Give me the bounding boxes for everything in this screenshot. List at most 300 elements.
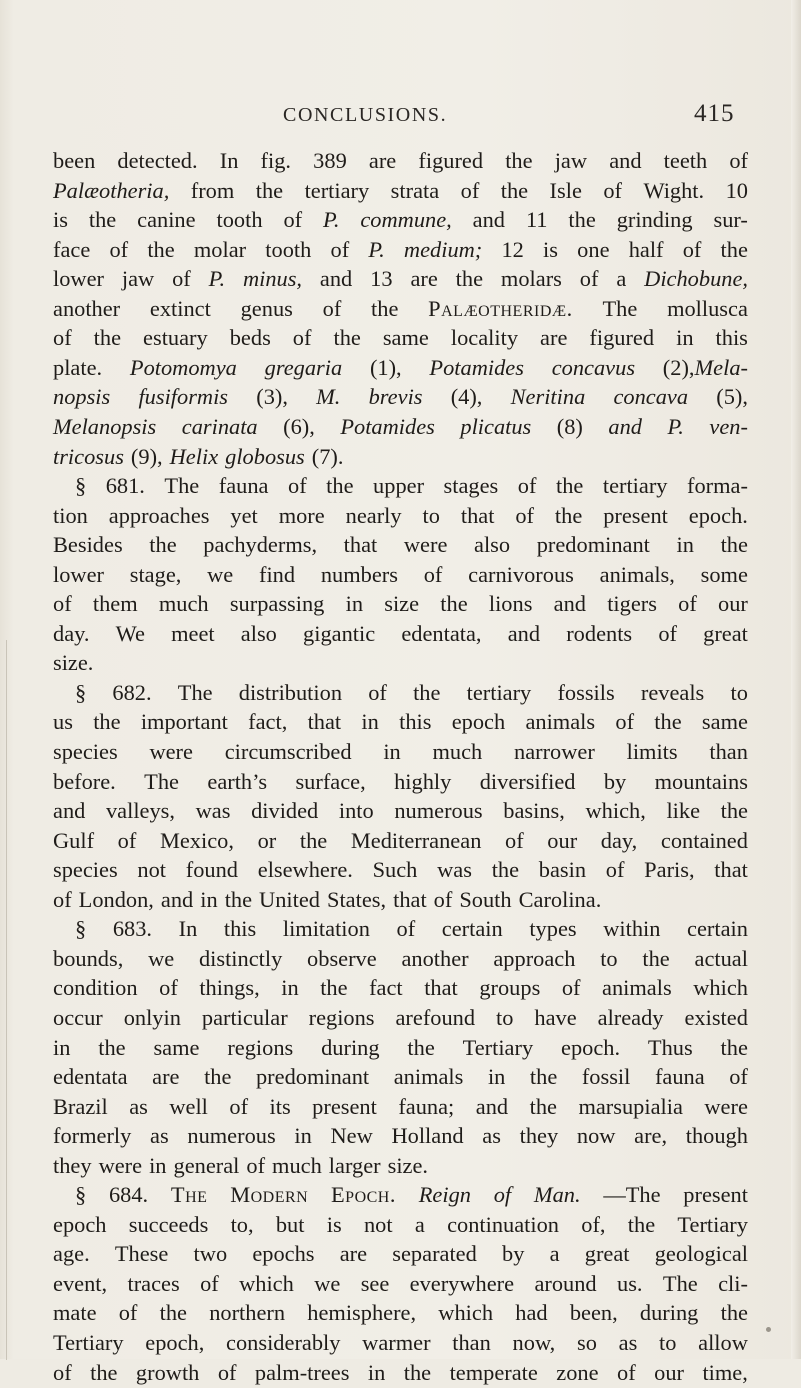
word: existed (684, 1004, 748, 1030)
word: were (704, 1093, 748, 1119)
text-line (53, 1328, 748, 1358)
word: Gulf (53, 827, 95, 853)
word (616, 264, 626, 294)
word: as (129, 1093, 148, 1119)
text-run: face (53, 236, 91, 262)
word: the (440, 591, 468, 617)
word: condition (53, 975, 138, 1001)
word (182, 412, 258, 442)
word: § (75, 916, 87, 942)
ink-speck (766, 1327, 771, 1332)
word: limitation (282, 916, 370, 942)
text-line (53, 648, 748, 678)
italic-text: carinata (181, 413, 258, 439)
word: same (382, 325, 429, 351)
word: arefound (395, 1004, 476, 1030)
word: present (312, 1093, 377, 1119)
word (170, 442, 219, 472)
page-edge-shadow (791, 0, 801, 1359)
word: of (729, 148, 748, 173)
text-run: of (682, 236, 702, 262)
word: epoch, (145, 1330, 205, 1355)
text-run: —The (603, 1182, 661, 1208)
italic-text: brevis (368, 384, 423, 410)
word (53, 264, 104, 294)
word: time, (702, 1359, 748, 1385)
italic-text: plicatus (460, 413, 532, 439)
word: during (321, 1034, 380, 1060)
word: size (384, 591, 420, 617)
word (243, 264, 302, 294)
word: age. (53, 1241, 90, 1267)
word (602, 294, 637, 324)
word: Holland (391, 1123, 464, 1149)
text-line (53, 442, 748, 472)
text-line (53, 205, 748, 235)
word (53, 382, 110, 412)
word (225, 442, 305, 472)
text-line (53, 560, 748, 590)
word: upper (373, 473, 425, 499)
word: fossil (581, 1064, 631, 1090)
word: Carolina. (518, 886, 602, 912)
word: a (414, 1211, 425, 1237)
text-line (75, 471, 748, 501)
word: the (720, 1300, 748, 1326)
text-line (53, 1151, 748, 1181)
word: epoch (53, 1211, 107, 1237)
word (683, 235, 702, 265)
word: mountains (654, 768, 748, 794)
italic-text: nopsis (53, 384, 111, 410)
text-run: (9), (130, 443, 163, 469)
word (191, 176, 235, 206)
word: we (207, 561, 234, 587)
word: The (144, 768, 179, 794)
word: circumscribed (224, 739, 352, 764)
word: fauna; (398, 1093, 455, 1119)
word: bounds, (53, 945, 124, 971)
word: animals (525, 709, 596, 735)
italic-text: Potamides (340, 413, 435, 439)
word: which (693, 975, 748, 1001)
text-run: the (720, 236, 748, 262)
word (526, 205, 548, 235)
word: are (152, 1064, 180, 1090)
word (75, 1180, 86, 1210)
word: of (517, 473, 537, 499)
word (473, 205, 505, 235)
word: into (338, 798, 374, 824)
word: present (603, 502, 668, 528)
text-line (53, 412, 748, 442)
word: earth’s (207, 768, 268, 794)
word (494, 1180, 511, 1210)
word: of (229, 1093, 249, 1119)
word: fact, (248, 709, 288, 735)
text-line (53, 1121, 748, 1151)
word: fauna (218, 473, 269, 499)
word: they (53, 1152, 92, 1178)
text-run: and (319, 266, 353, 292)
word (391, 176, 440, 206)
text-line (53, 796, 748, 826)
word: and (507, 620, 541, 646)
word (256, 382, 288, 412)
word (460, 412, 531, 442)
word: the (320, 975, 348, 1001)
word: onlyin (123, 1004, 181, 1030)
word: of (118, 1300, 138, 1326)
word: tertiary (466, 679, 532, 705)
word: occur (53, 1004, 103, 1030)
word: epoch (451, 709, 506, 735)
word (667, 294, 748, 324)
word: everywhere (409, 1270, 515, 1296)
word: edentata, (401, 620, 482, 646)
word: species (53, 857, 118, 883)
word: in (676, 325, 694, 351)
italic-text: Neritina (510, 384, 586, 410)
word: of (368, 679, 387, 705)
word: figured (418, 148, 484, 173)
word: so (576, 1330, 597, 1355)
word: tigers (607, 591, 657, 617)
text-line (53, 382, 748, 412)
word (577, 235, 609, 265)
word: Such (372, 857, 418, 883)
word: in (200, 886, 218, 912)
text-run: of (603, 177, 622, 203)
word (312, 442, 344, 472)
word: were (98, 1152, 143, 1178)
word (89, 205, 116, 235)
word: the (720, 798, 748, 824)
word: The (164, 473, 200, 499)
word: which (438, 1300, 494, 1326)
text-run: 12 (501, 236, 524, 262)
word (714, 205, 748, 235)
word: to, (230, 1211, 254, 1237)
text-line (53, 353, 748, 383)
small-caps-text: Palæotheridæ. (428, 295, 573, 321)
word: detected. (117, 148, 198, 173)
word: they (519, 1123, 559, 1149)
word: teeth (663, 148, 708, 173)
word: animals (393, 1064, 464, 1090)
word: approach (493, 945, 576, 971)
word (283, 412, 315, 442)
word: us. (617, 1270, 643, 1296)
italic-text: M. (316, 384, 341, 410)
text-run: of (579, 266, 599, 292)
word: to (659, 1330, 677, 1355)
text-run: the (88, 207, 117, 233)
word: narrower (514, 739, 595, 764)
word: though (685, 1123, 748, 1149)
word: this (715, 325, 748, 351)
word (53, 235, 90, 265)
word (122, 264, 154, 294)
word: of (53, 591, 72, 617)
word: of (658, 620, 677, 646)
italic-text: P. (208, 266, 226, 292)
word: distribution (238, 679, 343, 705)
word: larger (328, 1152, 381, 1178)
word: had (515, 1300, 548, 1326)
word: same (701, 709, 748, 735)
word: formerly (53, 1123, 132, 1149)
text-run: the (255, 177, 284, 203)
word: certain (687, 916, 748, 942)
word: numbers (320, 561, 398, 587)
text-line (53, 826, 748, 856)
word: edentata (53, 1064, 128, 1090)
word: that (714, 857, 748, 883)
word: the (491, 857, 520, 883)
word: hemisphere, (307, 1300, 417, 1326)
word: the (159, 1300, 187, 1326)
word: general (173, 1152, 240, 1178)
word: Tertiary (462, 1034, 534, 1060)
word: valleys, (105, 798, 175, 824)
word: locality (450, 325, 519, 351)
word (340, 412, 435, 442)
text-run: 11 (525, 207, 548, 233)
text-run: of (460, 177, 480, 203)
word: another (401, 945, 469, 971)
word: we (314, 1270, 341, 1296)
word: of (288, 473, 307, 499)
word (137, 205, 195, 235)
word: we (148, 945, 175, 971)
text-run: strata (390, 177, 440, 203)
word: London, (78, 886, 154, 912)
word: lower (53, 561, 104, 587)
word: types (529, 916, 577, 942)
text-line (53, 707, 748, 737)
word: the (403, 1359, 432, 1385)
word: now (576, 1123, 616, 1149)
page-gutter-shadow (6, 640, 7, 1360)
word (323, 205, 339, 235)
text-run: the (500, 177, 529, 203)
italic-text: Dichobune, (644, 266, 748, 292)
text-run: genus (240, 295, 293, 321)
word: and (609, 148, 642, 173)
word: as (618, 1330, 638, 1355)
word: temperate (449, 1359, 538, 1385)
text-line (53, 1239, 748, 1269)
word: that (343, 532, 378, 558)
italic-text: and (608, 413, 642, 439)
word: 682. (112, 679, 152, 705)
italic-text: concavus (551, 354, 636, 380)
text-run: canine (137, 207, 196, 233)
word: in (676, 532, 694, 558)
word: like (666, 798, 701, 824)
word: great (703, 620, 748, 646)
word: of (423, 561, 443, 587)
word: epochs (252, 1241, 315, 1267)
word: cli- (718, 1270, 748, 1296)
text-run: (6), (283, 413, 315, 439)
word: 389 (313, 148, 347, 173)
word: Mexico, (159, 827, 234, 853)
word: South (459, 886, 512, 912)
word: basin (538, 857, 587, 883)
word: the (299, 827, 328, 853)
word: to (730, 679, 748, 705)
word: basins, (503, 798, 565, 824)
word: was (195, 798, 231, 824)
word: the (529, 1064, 558, 1090)
word: in (294, 1123, 312, 1149)
word: of (605, 857, 625, 883)
word: but (275, 1211, 305, 1237)
word (109, 1180, 148, 1210)
text-line (53, 619, 748, 649)
word (53, 176, 169, 206)
word (371, 294, 398, 324)
word: of (729, 1064, 748, 1090)
word: which (239, 1270, 294, 1296)
word (147, 235, 174, 265)
text-run: a (616, 266, 627, 292)
word: and (475, 1093, 509, 1119)
italic-text: commune, (360, 207, 452, 233)
word (543, 235, 558, 265)
word: forma- (687, 473, 748, 499)
italic-text: tricosus (53, 443, 124, 469)
text-run: 684. (108, 1182, 149, 1208)
text-line (53, 737, 748, 767)
word (557, 412, 583, 442)
word: were (403, 532, 448, 558)
text-run: of (283, 207, 303, 233)
word: the (505, 148, 533, 173)
word: some (700, 561, 748, 587)
word (550, 176, 582, 206)
word: also (240, 620, 277, 646)
word: animals, (599, 561, 675, 587)
word: considerably (226, 1330, 341, 1355)
word (323, 294, 342, 324)
word: already (597, 1004, 664, 1030)
word (603, 176, 622, 206)
text-line (53, 530, 748, 560)
word (171, 1180, 208, 1210)
word: have (534, 1004, 577, 1030)
page-number: 415 (694, 100, 735, 127)
word: regions (227, 1034, 294, 1060)
word: We (115, 620, 145, 646)
word: allow (698, 1330, 748, 1355)
word (320, 264, 352, 294)
word: New (330, 1123, 373, 1149)
text-run: jaw (121, 266, 155, 292)
word (53, 353, 102, 383)
word: 681. (105, 473, 145, 499)
italic-text: Melanopsis (53, 413, 157, 439)
italic-text: ven- (709, 413, 748, 439)
word (568, 205, 595, 235)
word: in (149, 1152, 167, 1178)
word (217, 205, 263, 235)
text-run: tooth (216, 207, 263, 233)
text-run: (8) (556, 413, 583, 439)
word: of (561, 975, 581, 1001)
word (109, 235, 128, 265)
word (716, 382, 748, 412)
word: were (149, 739, 193, 764)
text-run: (4), (450, 384, 483, 410)
word: Tertiary (677, 1211, 748, 1237)
text-line (53, 1210, 748, 1240)
word (331, 1180, 396, 1210)
italic-text: Helix (169, 443, 219, 469)
word: also (474, 532, 511, 558)
italic-text: P. (323, 207, 340, 233)
word: estuary (143, 325, 208, 351)
word (534, 1180, 581, 1210)
word: Thus (647, 1034, 693, 1060)
word: more (278, 502, 325, 528)
word: within (603, 916, 661, 942)
word: actual (694, 945, 748, 971)
word: the (720, 1034, 748, 1060)
word (603, 1180, 660, 1210)
word: in (361, 709, 379, 735)
word (683, 1180, 748, 1210)
word: The (662, 1270, 698, 1296)
word: to (496, 1004, 514, 1030)
word (419, 1180, 471, 1210)
word: approaches (108, 502, 210, 528)
word: day, (600, 827, 638, 853)
text-run: Wight. (643, 177, 705, 203)
text-run: § (75, 1182, 87, 1208)
word: § (75, 679, 87, 705)
word (360, 205, 451, 235)
word: size. (387, 1152, 429, 1178)
word (283, 205, 302, 235)
text-run: grinding (616, 207, 693, 233)
text-run: 13 (370, 266, 393, 292)
word: carnivorous (468, 561, 574, 587)
word: continuation (447, 1211, 559, 1237)
word: divided (251, 798, 319, 824)
word: important (140, 709, 228, 735)
running-head: CONCLUSIONS. (283, 104, 448, 126)
word: the (642, 945, 670, 971)
word (617, 205, 693, 235)
word: Brazil (53, 1093, 108, 1119)
word: of (678, 591, 697, 617)
word (265, 235, 311, 265)
word (580, 264, 599, 294)
word (451, 382, 483, 412)
text-run: one (577, 236, 610, 262)
italic-text: Reign (418, 1182, 471, 1208)
text-line (53, 323, 748, 353)
word: our (654, 1359, 684, 1385)
text-run: is (53, 207, 68, 233)
word: the (554, 502, 583, 528)
word (370, 353, 402, 383)
text-run: tooth (265, 236, 312, 262)
word (241, 294, 293, 324)
